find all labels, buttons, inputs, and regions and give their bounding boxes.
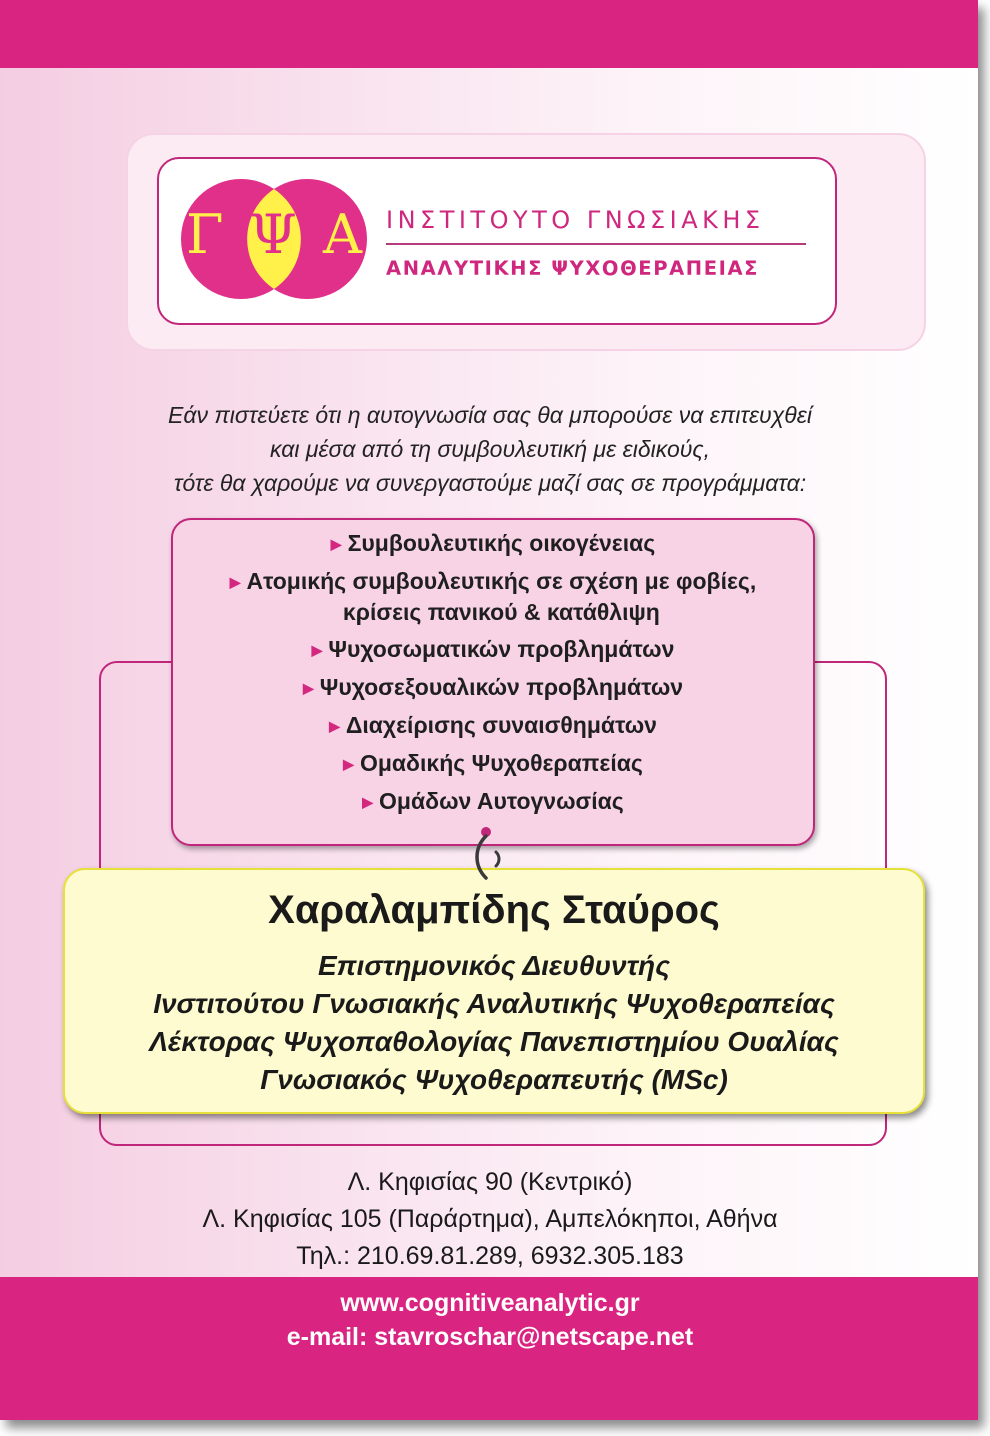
credential-line: Ινστιτούτου Γνωσιακής Αναλυτικής Ψυχοθεραπείας xyxy=(153,988,835,1019)
director-name: Χαραλαμπίδης Σταύρος xyxy=(268,888,720,932)
credential-line: Λέκτορας Ψυχοπαθολογίας Πανεπιστημίου Ουαλίας xyxy=(149,1026,839,1057)
program-label: Ομαδικής Ψυχοθεραπείας xyxy=(359,750,643,776)
website-link[interactable]: www.cognitiveanalytic.gr xyxy=(340,1289,640,1317)
institute-name-line-2: ΑΝΑΛΥΤΙΚΗΣ ΨΥΧΟΘΕΡΑΠΕΙΑΣ xyxy=(386,257,760,280)
logo-letter-psi: Ψ xyxy=(249,203,297,266)
triangle-bullet-icon: ▶ xyxy=(362,794,374,810)
program-item xyxy=(171,786,815,818)
program-item xyxy=(171,672,815,704)
credential-line: Επιστημονικός Διευθυντής xyxy=(317,950,671,981)
triangle-bullet-icon: ▶ xyxy=(229,574,241,590)
intro-line: Εάν πιστεύετε ότι η αυτογνωσία σας θα μπορούσε να επιτευχθεί xyxy=(168,402,812,428)
logo-letters xyxy=(186,204,362,266)
logo-letter-gamma: Γ xyxy=(186,203,224,266)
triangle-bullet-icon: ▶ xyxy=(302,680,314,696)
director-credentials xyxy=(63,947,925,1099)
program-item xyxy=(171,528,815,560)
contact-block xyxy=(60,1286,920,1354)
program-label: Συμβουλευτικής οικογένειας xyxy=(347,530,656,556)
intro-line: τότε θα χαρούμε να συνεργαστούμε μαζί σας σε προγράμματα: xyxy=(173,470,807,496)
intro-line: και μέσα από τη συμβουλευτική με ειδικούς, xyxy=(270,436,710,462)
address-line-main: Λ. Κηφισίας 90 (Κεντρικό) xyxy=(347,1168,633,1196)
program-label: Ψυχοσεξουαλικών προβλημάτων xyxy=(319,674,684,700)
intro-paragraph xyxy=(60,398,920,500)
institute-name-divider xyxy=(386,243,806,245)
program-label: Ψυχοσωματικών προβλημάτων xyxy=(328,636,675,662)
email-link[interactable]: e-mail: stavroschar@netscape.net xyxy=(286,1323,694,1351)
program-item xyxy=(171,710,815,742)
ring-connector-icon xyxy=(460,822,520,892)
program-label: Ατομικής συμβουλευτικής σε σχέση με φοβίες, κρίσεις πανικού & κατάθλιψη xyxy=(246,568,757,625)
phone-numbers: Τηλ.: 210.69.81.289, 6932.305.183 xyxy=(296,1242,684,1270)
logo-letter-alpha: Α xyxy=(322,203,362,266)
triangle-bullet-icon: ▶ xyxy=(311,642,323,658)
program-label: Ομάδων Αυτογνωσίας xyxy=(379,788,624,814)
program-label: Διαχείρισης συναισθημάτων xyxy=(345,712,657,738)
programs-list xyxy=(171,528,815,824)
triangle-bullet-icon: ▶ xyxy=(329,718,340,734)
program-item xyxy=(171,634,815,666)
top-color-band xyxy=(0,0,978,68)
institute-name-line-1: ΙΝΣΤΙΤΟΥΤΟ ΓΝΩΣΙΑΚΗΣ xyxy=(386,206,765,234)
credential-line: Γνωσιακός Ψυχοθεραπευτής (MSc) xyxy=(260,1064,728,1095)
triangle-bullet-icon: ▶ xyxy=(330,536,342,552)
program-item xyxy=(171,748,815,780)
address-line-branch: Λ. Κηφισίας 105 (Παράρτημα), Αμπελόκηποι, Αθήνα xyxy=(202,1205,778,1233)
address-block xyxy=(60,1164,920,1275)
program-item xyxy=(171,566,815,628)
triangle-bullet-icon: ▶ xyxy=(343,756,354,772)
